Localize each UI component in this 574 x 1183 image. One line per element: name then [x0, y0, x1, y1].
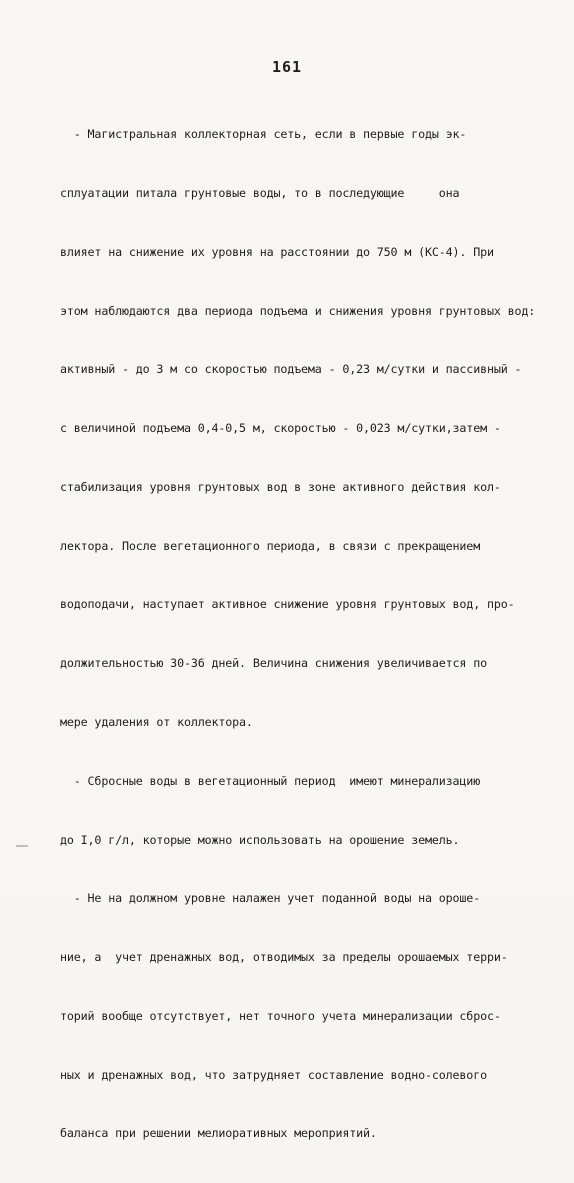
text-line: - Сбросные воды в вегетационный период имеют минерализацию	[60, 773, 481, 788]
text-line: ние, а учет дренажных вод, отводимых за пределы орошаемых терри-	[60, 950, 508, 965]
text-line: этом наблюдаются два периода подъема и снижения уровня грунтовых вод:	[60, 303, 536, 318]
text-line: стабилизация уровня грунтовых вод в зоне активного действия кол-	[60, 479, 501, 494]
text-line: с величиной подъема 0,4-0,5 м, скоростью - 0,023 м/сутки,затем -	[60, 421, 501, 436]
text-line: водоподачи, наступает активное снижение уровня грунтовых вод, про-	[60, 597, 515, 612]
text-line: лектора. После вегетационного периода, в связи с прекращением	[60, 538, 481, 553]
text-line: ных и дренажных вод, что затрудняет составление водно-солевого	[60, 1067, 487, 1082]
body-text	[60, 86, 540, 1183]
text-line: баланса при решении мелиоративных мероприятий.	[60, 1126, 377, 1141]
text-line: активный - до 3 м со скоростью подъема - 0,23 м/сутки и пассивный -	[60, 362, 522, 377]
text-line: мере удаления от коллектора.	[60, 715, 253, 729]
text-line: влияет на снижение их уровня на расстоянии до 750 м (КС-4). При	[60, 244, 494, 259]
text-line: - Магистральная коллекторная сеть, если в первые годы эк-	[60, 127, 467, 142]
text-line: сплуатации питала грунтовые воды, то в последующие она	[60, 185, 460, 200]
text-line: до I,0 г/л, которые можно использовать на орошение земель.	[60, 832, 460, 847]
text-line: торий вообще отсутствует, нет точного учета минерализации сброс-	[60, 1008, 501, 1023]
text-line: - Не на должном уровне налажен учет поданной воды на ороше-	[60, 891, 481, 906]
page-number: 161	[271, 58, 303, 76]
text-line: должительностью 30-36 дней. Величина снижения увеличивается по	[60, 656, 487, 671]
scan-edge-mark	[16, 845, 28, 847]
